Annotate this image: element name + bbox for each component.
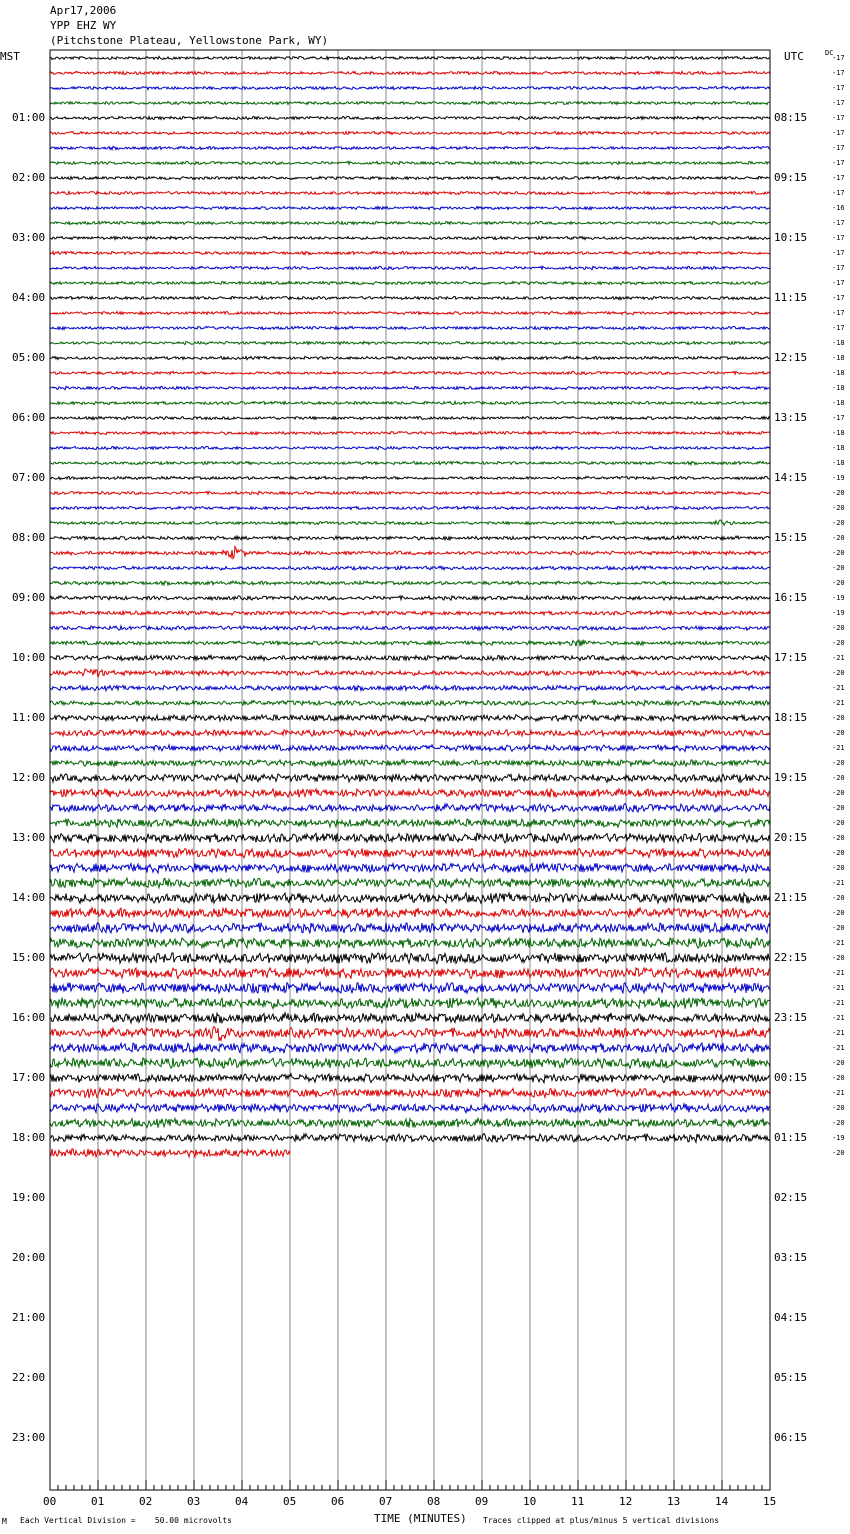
trace-line bbox=[50, 655, 770, 660]
utc-hour-label: 17:15 bbox=[774, 651, 808, 664]
mst-hour-label: 07:00 bbox=[12, 471, 46, 484]
dc-offset-label: -17 bbox=[832, 324, 845, 332]
trace-line bbox=[50, 669, 770, 677]
scale-note: Each Vertical Division = 50.00 microvolts bbox=[20, 1516, 232, 1525]
dc-offset-label: -20 bbox=[832, 774, 845, 782]
trace-line bbox=[50, 131, 770, 134]
dc-offset-label: -19 bbox=[832, 474, 845, 482]
utc-hour-label: 20:15 bbox=[774, 831, 808, 844]
x-tick-label: 09 bbox=[475, 1495, 489, 1508]
dc-offset-label: -20 bbox=[832, 909, 845, 917]
utc-hour-label: 14:15 bbox=[774, 471, 808, 484]
utc-hour-label: 08:15 bbox=[774, 111, 808, 124]
trace-line bbox=[50, 506, 770, 509]
trace-line bbox=[50, 611, 770, 615]
record-date: Apr17,2006 bbox=[50, 4, 117, 17]
clip-note: Traces clipped at plus/minus 5 vertical divisions bbox=[483, 1516, 720, 1525]
dc-offset-label: -21 bbox=[832, 684, 845, 692]
dc-offset-label: -17 bbox=[832, 54, 845, 62]
dc-offset-label: -20 bbox=[832, 519, 845, 527]
trace-line bbox=[50, 371, 770, 374]
plot-border bbox=[50, 50, 770, 1490]
trace-line bbox=[50, 685, 770, 690]
utc-hour-label: 09:15 bbox=[774, 171, 808, 184]
x-tick-label: 12 bbox=[619, 1495, 633, 1508]
utc-hour-label: 23:15 bbox=[774, 1011, 808, 1024]
trace-line bbox=[50, 1134, 770, 1143]
trace-line bbox=[50, 581, 770, 585]
x-tick-label: 07 bbox=[379, 1495, 393, 1508]
trace-line bbox=[50, 730, 770, 737]
x-tick-label: 05 bbox=[283, 1495, 297, 1508]
trace-line bbox=[50, 908, 770, 918]
dc-offset-label: -20 bbox=[832, 639, 845, 647]
plot-frame bbox=[50, 50, 770, 1490]
trace-line bbox=[50, 596, 770, 600]
trace-line bbox=[50, 161, 770, 164]
dc-offset-label: -20 bbox=[832, 789, 845, 797]
trace-line bbox=[50, 983, 770, 994]
trace-line bbox=[50, 520, 770, 525]
dc-offset-label: -20 bbox=[832, 804, 845, 812]
trace-line bbox=[50, 953, 770, 964]
trace-line bbox=[50, 251, 770, 254]
mst-hour-label: 11:00 bbox=[12, 711, 46, 724]
trace-line bbox=[50, 236, 770, 239]
dc-offset-label: -21 bbox=[832, 699, 845, 707]
mst-hour-label: 01:00 bbox=[12, 111, 46, 124]
dc-offset-label: -21 bbox=[832, 1044, 845, 1052]
utc-hour-label: 10:15 bbox=[774, 231, 808, 244]
utc-hour-label: 06:15 bbox=[774, 1431, 808, 1444]
trace-line bbox=[50, 1043, 770, 1053]
trace-line bbox=[50, 461, 770, 464]
x-tick-label: 04 bbox=[235, 1495, 249, 1508]
trace-line bbox=[50, 566, 770, 570]
trace-line bbox=[50, 476, 770, 479]
trace-line bbox=[50, 281, 770, 284]
trace-line bbox=[50, 446, 770, 449]
dc-offset-label: -21 bbox=[832, 1089, 845, 1097]
x-tick-label: 15 bbox=[763, 1495, 777, 1508]
dc-offset-label: -21 bbox=[832, 744, 845, 752]
x-tick-label: 14 bbox=[715, 1495, 729, 1508]
trace-line bbox=[50, 700, 770, 705]
dc-offset-label: -18 bbox=[832, 354, 845, 362]
dc-offset-label: -20 bbox=[832, 954, 845, 962]
dc-offset-label: -18 bbox=[832, 369, 845, 377]
dc-offset-label: -17 bbox=[832, 159, 845, 167]
dc-offset-label: -18 bbox=[832, 459, 845, 467]
dc-offset-label: -21 bbox=[832, 654, 845, 662]
mst-hour-label: 14:00 bbox=[12, 891, 46, 904]
dc-offset-label: -17 bbox=[832, 69, 845, 77]
right-axis-title: UTC bbox=[784, 50, 804, 63]
trace-line bbox=[50, 893, 770, 903]
utc-hour-label: 21:15 bbox=[774, 891, 808, 904]
dc-offset-label: -20 bbox=[832, 1059, 845, 1067]
x-axis-title: TIME (MINUTES) bbox=[374, 1512, 467, 1525]
trace-line bbox=[50, 848, 770, 858]
dc-offset-label: -18 bbox=[832, 399, 845, 407]
dc-offset-label: -17 bbox=[832, 129, 845, 137]
utc-hour-label: 11:15 bbox=[774, 291, 808, 304]
dc-offset-label: -17 bbox=[832, 174, 845, 182]
trace-line bbox=[50, 804, 770, 812]
trace-line bbox=[50, 878, 770, 888]
x-tick-label: 02 bbox=[139, 1495, 153, 1508]
dc-offset-label: -20 bbox=[832, 504, 845, 512]
mst-hour-label: 18:00 bbox=[12, 1131, 46, 1144]
dc-offset-label: -20 bbox=[832, 714, 845, 722]
dc-offset-label: -18 bbox=[832, 339, 845, 347]
trace-line bbox=[50, 341, 770, 344]
dc-offset-label: -17 bbox=[832, 234, 845, 242]
trace-line bbox=[50, 221, 770, 224]
trace-line bbox=[50, 101, 770, 104]
trace-line bbox=[50, 745, 770, 752]
utc-hour-label: 15:15 bbox=[774, 531, 808, 544]
dc-offset-label: -19 bbox=[832, 609, 845, 617]
mst-hour-label: 10:00 bbox=[12, 651, 46, 664]
utc-hour-label: 13:15 bbox=[774, 411, 808, 424]
utc-hour-label: 02:15 bbox=[774, 1191, 808, 1204]
left-axis-title: MST bbox=[0, 50, 20, 63]
mst-hour-label: 06:00 bbox=[12, 411, 46, 424]
mst-hour-label: 21:00 bbox=[12, 1311, 46, 1324]
trace-line bbox=[50, 1118, 770, 1127]
dc-offset-label: -20 bbox=[832, 534, 845, 542]
trace-line bbox=[50, 56, 770, 59]
dc-title: DC bbox=[825, 49, 834, 57]
dc-offset-label: -20 bbox=[832, 549, 845, 557]
dc-offset-label: -17 bbox=[832, 84, 845, 92]
dc-offset-label: -21 bbox=[832, 969, 845, 977]
trace-line bbox=[50, 968, 770, 979]
x-tick-label: 13 bbox=[667, 1495, 681, 1508]
mst-hour-label: 05:00 bbox=[12, 351, 46, 364]
dc-offset-label: -17 bbox=[832, 189, 845, 197]
x-tick-label: 10 bbox=[523, 1495, 537, 1508]
x-tick-label: 06 bbox=[331, 1495, 345, 1508]
trace-line bbox=[50, 176, 770, 179]
dc-offset-label: -17 bbox=[832, 294, 845, 302]
dc-offset-label: -21 bbox=[832, 1014, 845, 1022]
dc-offset-label: -21 bbox=[832, 984, 845, 992]
trace-line bbox=[50, 206, 770, 209]
trace-line bbox=[50, 266, 770, 269]
trace-line bbox=[50, 1088, 770, 1098]
trace-line bbox=[50, 789, 770, 798]
x-axis-ticks bbox=[50, 1480, 770, 1490]
trace-layer bbox=[50, 56, 770, 1157]
utc-hour-label: 05:15 bbox=[774, 1371, 808, 1384]
trace-line bbox=[50, 71, 770, 74]
dc-offset-label: -20 bbox=[832, 669, 845, 677]
trace-line bbox=[50, 386, 770, 389]
utc-hour-label: 16:15 bbox=[774, 591, 808, 604]
dc-offset-label: -17 bbox=[832, 144, 845, 152]
station-id: YPP EHZ WY bbox=[50, 19, 117, 32]
trace-line bbox=[50, 356, 770, 359]
trace-line bbox=[50, 401, 770, 404]
scale-mark: M bbox=[2, 1517, 7, 1526]
dc-offset-label: -20 bbox=[832, 834, 845, 842]
dc-offset-label: -20 bbox=[832, 564, 845, 572]
trace-line bbox=[50, 1013, 770, 1024]
dc-offset-label: -20 bbox=[832, 579, 845, 587]
trace-line bbox=[50, 431, 770, 434]
trace-line bbox=[50, 1149, 290, 1157]
dc-offset-label: -20 bbox=[832, 1074, 845, 1082]
dc-offset-label: -20 bbox=[832, 819, 845, 827]
mst-hour-label: 19:00 bbox=[12, 1191, 46, 1204]
dc-offset-label: -17 bbox=[832, 99, 845, 107]
utc-hour-label: 03:15 bbox=[774, 1251, 808, 1264]
trace-line bbox=[50, 640, 770, 647]
mst-hour-label: 22:00 bbox=[12, 1371, 46, 1384]
trace-line bbox=[50, 326, 770, 329]
trace-line bbox=[50, 938, 770, 948]
dc-offset-label: -18 bbox=[832, 384, 845, 392]
dc-offset-label: -17 bbox=[832, 414, 845, 422]
trace-line bbox=[50, 819, 770, 828]
trace-line bbox=[50, 774, 770, 782]
x-tick-label: 11 bbox=[571, 1495, 585, 1508]
trace-line bbox=[50, 715, 770, 721]
utc-hour-label: 01:15 bbox=[774, 1131, 808, 1144]
trace-line bbox=[50, 311, 770, 314]
trace-line bbox=[50, 1104, 770, 1113]
dc-offset-label: -20 bbox=[832, 894, 845, 902]
mst-hour-label: 04:00 bbox=[12, 291, 46, 304]
dc-offset-label: -21 bbox=[832, 939, 845, 947]
dc-offset-label: -20 bbox=[832, 864, 845, 872]
dc-offset-label: -19 bbox=[832, 1134, 845, 1142]
mst-hour-label: 13:00 bbox=[12, 831, 46, 844]
dc-offset-label: -21 bbox=[832, 999, 845, 1007]
dc-offset-label: -17 bbox=[832, 219, 845, 227]
trace-line bbox=[50, 87, 770, 90]
dc-offset-label: -20 bbox=[832, 924, 845, 932]
dc-offset-label: -20 bbox=[832, 1119, 845, 1127]
x-tick-label: 08 bbox=[427, 1495, 441, 1508]
utc-hour-label: 04:15 bbox=[774, 1311, 808, 1324]
trace-line bbox=[50, 923, 770, 934]
dc-offset-label: -17 bbox=[832, 279, 845, 287]
dc-offset-label: -20 bbox=[832, 729, 845, 737]
utc-hour-label: 18:15 bbox=[774, 711, 808, 724]
mst-hour-label: 17:00 bbox=[12, 1071, 46, 1084]
trace-line bbox=[50, 547, 770, 559]
dc-offset-label: -17 bbox=[832, 264, 845, 272]
x-tick-label: 00 bbox=[43, 1495, 57, 1508]
mst-hour-label: 03:00 bbox=[12, 231, 46, 244]
dc-offset-label: -20 bbox=[832, 849, 845, 857]
dc-offset-label: -18 bbox=[832, 444, 845, 452]
dc-offset-label: -17 bbox=[832, 309, 845, 317]
utc-hour-label: 12:15 bbox=[774, 351, 808, 364]
trace-line bbox=[50, 536, 770, 540]
trace-line bbox=[50, 1058, 770, 1068]
trace-line bbox=[50, 146, 770, 149]
trace-line bbox=[50, 191, 770, 194]
trace-line bbox=[50, 296, 770, 299]
dc-offset-label: -19 bbox=[832, 594, 845, 602]
dc-offset-label: -21 bbox=[832, 1029, 845, 1037]
mst-hour-label: 09:00 bbox=[12, 591, 46, 604]
x-tick-label: 03 bbox=[187, 1495, 201, 1508]
dc-offset-label: -18 bbox=[832, 429, 845, 437]
trace-line bbox=[50, 1027, 770, 1041]
trace-line bbox=[50, 863, 770, 873]
utc-hour-label: 19:15 bbox=[774, 771, 808, 784]
mst-hour-label: 08:00 bbox=[12, 531, 46, 544]
dc-offset-label: -20 bbox=[832, 1149, 845, 1157]
trace-line bbox=[50, 416, 770, 419]
dc-offset-label: -20 bbox=[832, 1104, 845, 1112]
mst-hour-label: 16:00 bbox=[12, 1011, 46, 1024]
mst-hour-label: 23:00 bbox=[12, 1431, 46, 1444]
mst-hour-label: 12:00 bbox=[12, 771, 46, 784]
trace-line bbox=[50, 760, 770, 767]
dc-offset-label: -17 bbox=[832, 249, 845, 257]
mst-hour-label: 15:00 bbox=[12, 951, 46, 964]
station-location: (Pitchstone Plateau, Yellowstone Park, WY) bbox=[50, 34, 329, 47]
dc-offset-label: -17 bbox=[832, 114, 845, 122]
dc-offset-label: -20 bbox=[832, 624, 845, 632]
dc-offset-label: -21 bbox=[832, 879, 845, 887]
dc-offset-label: -20 bbox=[832, 759, 845, 767]
x-tick-label: 01 bbox=[91, 1495, 105, 1508]
mst-hour-label: 02:00 bbox=[12, 171, 46, 184]
trace-line bbox=[50, 833, 770, 843]
trace-line bbox=[50, 626, 770, 630]
trace-line bbox=[50, 116, 770, 119]
utc-hour-label: 00:15 bbox=[774, 1071, 808, 1084]
mst-hour-label: 20:00 bbox=[12, 1251, 46, 1264]
trace-line bbox=[50, 491, 770, 494]
trace-line bbox=[50, 1074, 770, 1083]
utc-hour-label: 22:15 bbox=[774, 951, 808, 964]
dc-offset-label: -16 bbox=[832, 204, 845, 212]
grid bbox=[98, 50, 722, 1490]
dc-offset-label: -20 bbox=[832, 489, 845, 497]
trace-line bbox=[50, 998, 770, 1009]
